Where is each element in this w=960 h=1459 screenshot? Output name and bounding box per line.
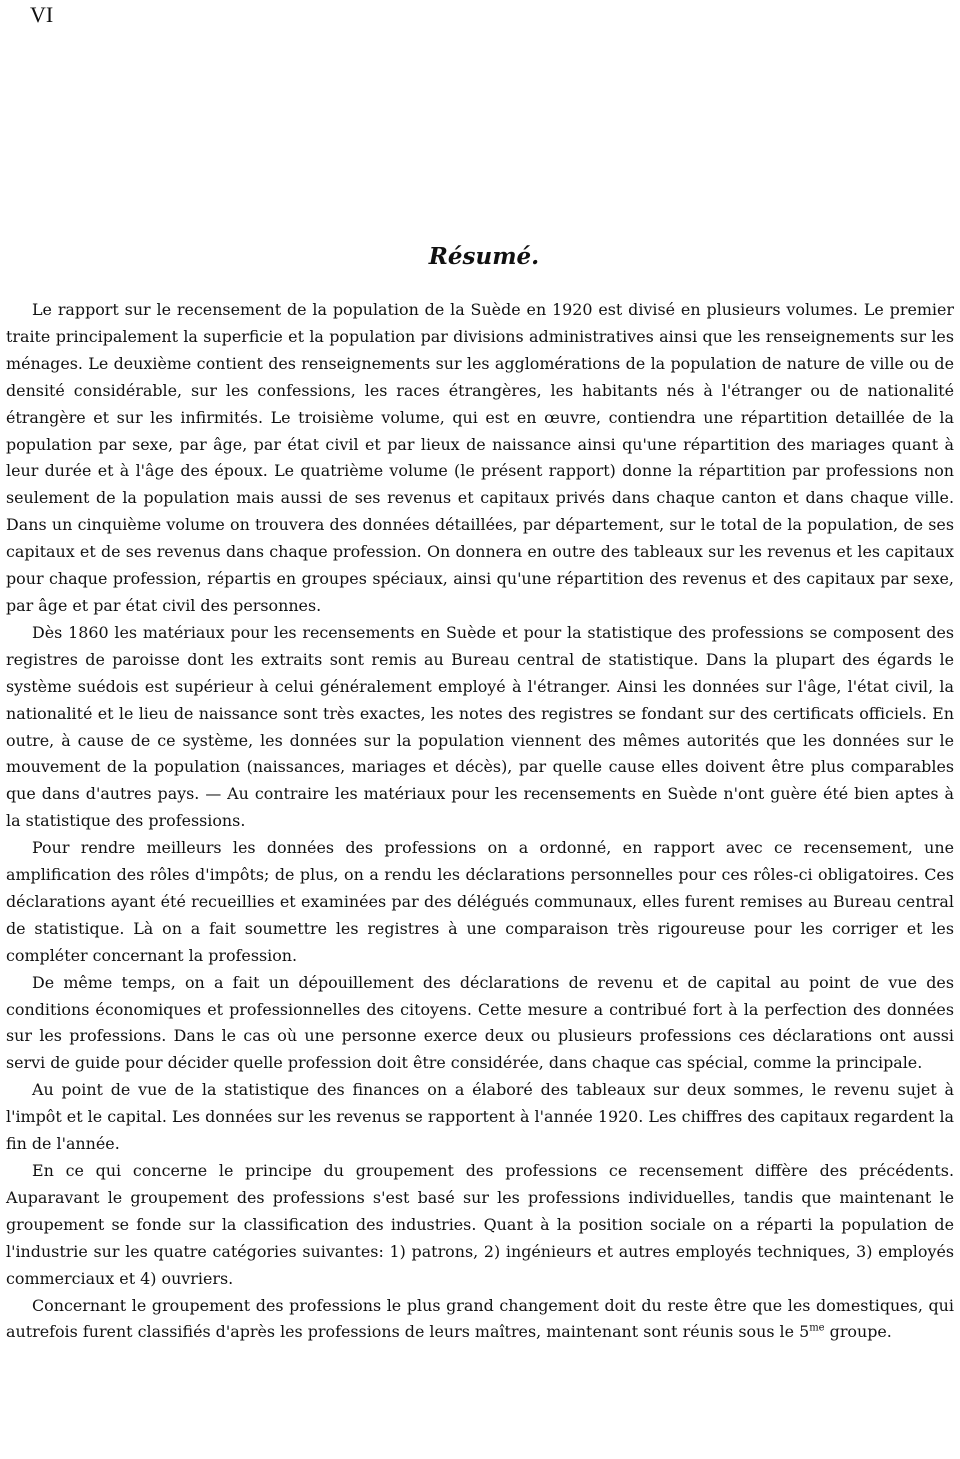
paragraph-domestics [6, 1293, 954, 1347]
paragraph-declarations: De même temps, on a fait un dépouillement des déclarations de revenu et de capital au point de vue des conditions économiques et professionnelles des citoyens. Cette mesure a contribué fort à la perfection des données sur les professions. Dans le cas où une personne exerce deux ou plusieurs professions ces déclarations ont aussi servi de guide pour décider quelle profession doit être considérée, dans chaque cas spécial, comme la principale. [6, 972, 954, 1073]
document-body [6, 243, 954, 1346]
paragraph-finance: Au point de vue de la statistique des finances on a élaboré des tableaux sur deux sommes, le revenu sujet à l'impôt et le capital. Les données sur les revenus se rapportent à l'année 1920. Les chiffres des capitaux regardent la fin de l'année. [6, 1080, 954, 1154]
paragraph-grouping: En ce qui concerne le principe du groupement des professions ce recensement diffère des précédents. Auparavant le groupement des professions s'est basé sur les professions individuelles, tandis que maintenant le groupement se fonde sur la classification des industries. Quant à la position sociale on a réparti la population de l'industrie sur les quatre catégories suivantes: 1) patrons, 2) ingénieurs et autres employés techniques, 3) employés commerciaux et 4) ouvriers. [6, 1161, 954, 1288]
paragraph-materials: Dès 1860 les matériaux pour les recensements en Suède et pour la statistique des professions se composent des registres de paroisse dont les extraits sont remis au Bureau central de statistique. Dans la plupart des égards le système suédois est supérieur à celui généralement employé à l'étranger. Ainsi les données sur l'âge, l'état civil, la nationalité et le lieu de naissance sont très exactes, les notes des registres se fondant sur des certificats officiels. En outre, à cause de ce système, les données sur la population viennent des mêmes autorités que les données sur le mouvement de la population (naissances, mariages et décès), par quelle cause elles doivent être plus comparables que dans d'autres pays. — Au contraire les matériaux pour les recensements en Suède n'ont guère été bien aptes à la statistique des professions. [6, 622, 954, 831]
paragraph-improvements: Pour rendre meilleurs les données des professions on a ordonné, en rapport avec ce recensement, une amplification des rôles d'impôts; de plus, on a rendu les déclarations personnelles pour ces rôles-ci obligatoires. Ces déclarations ayant été recueillies et examinées par des délégués communaux, elles furent remises au Bureau central de statistique. Là on a fait soumettre les registres à une comparaison très rigoureuse pour les corriger et les compléter concernant la profession. [6, 838, 954, 965]
ordinal-superscript: me [809, 1323, 825, 1335]
page-title: Résumé. [428, 243, 540, 270]
page-number: VI [30, 2, 54, 27]
paragraph-domestics-text: Concernant le groupement des professions le plus grand changement doit du reste être que les domestiques, qui autrefois furent classifiés d'après les professions de leurs maîtres, maintenant sont réunis sous le 5 [6, 1295, 954, 1342]
paragraph-volumes: Le rapport sur le recensement de la population de la Suède en 1920 est divisé en plusieurs volumes. Le premier traite principalement la superficie et la population par divisions administratives ainsi que les renseignements sur les ménages. Le deuxième contient des renseignements sur les agglomérations de la population de nature de ville ou de densité considérable, sur les confessions, les races étrangères, les habitants nés à l'étranger ou de nationalité étrangère et sur les infirmités. Le troisième volume, qui est en œuvre, contiendra une répartition detaillée de la population par sexe, par âge, par état civil et par lieux de naissance ainsi qu'une répartition des mariages quant à leur durée et à l'âge des époux. Le quatrième volume (le présent rapport) donne la répartition par professions non seulement de la population mais aussi de ses revenus et capitaux privés dans chaque canton et dans chaque ville. Dans un cinquième volume on trouvera des données détaillées, par département, sur le total de la population, de ses capitaux et de ses revenus dans chaque profession. On donnera en outre des tableaux sur les revenus et les capitaux pour chaque profession, répartis en groupes spéciaux, ainsi qu'une répartition des revenus et des capitaux par sexe, par âge et par état civil des personnes. [6, 300, 954, 615]
paragraph-domestics-tail: groupe. [824, 1322, 892, 1342]
